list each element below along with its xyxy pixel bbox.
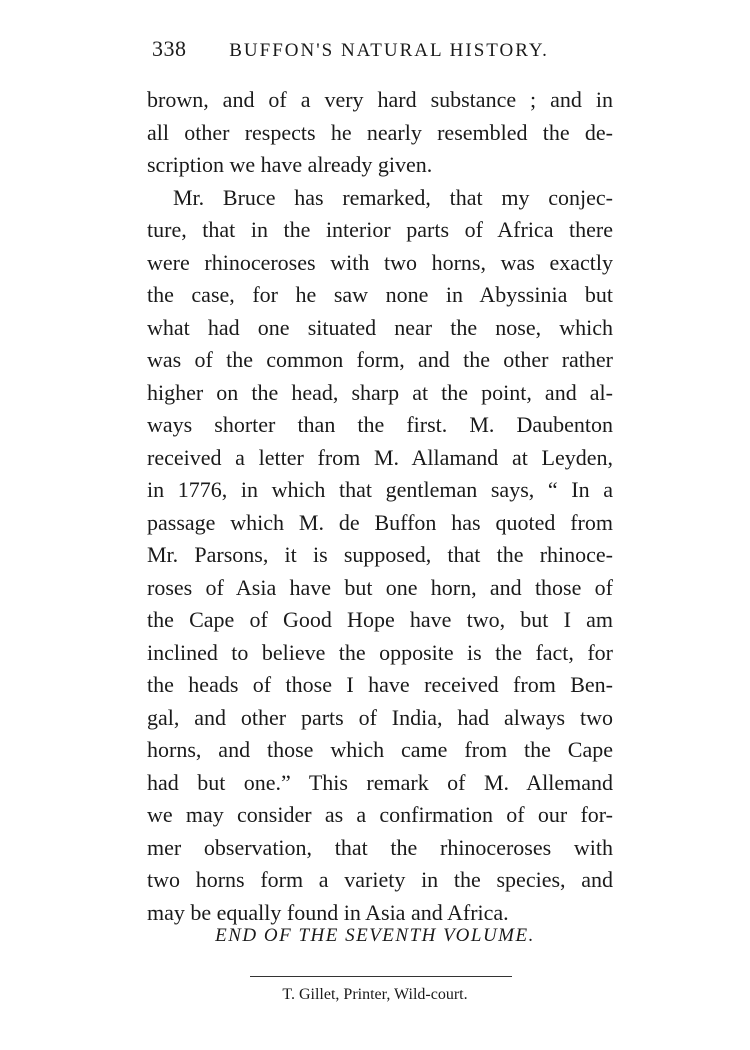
divider-rule (250, 976, 512, 977)
text-line: in 1776, in which that gentleman says, “ In a (147, 477, 613, 502)
text-line: what had one situated near the nose, which (147, 314, 613, 340)
text-line: the case, for he saw none in Abyssinia but (147, 282, 613, 307)
text-line: we may consider as a confirmation of our for- (147, 802, 613, 827)
text-line: all other respects he nearly resembled the de- (147, 119, 613, 145)
text-line: inclined to believe the opposite is the fact, for (147, 639, 613, 665)
text-line: may be equally found in Asia and Africa. (147, 899, 509, 925)
text-line: scription we have already given. (147, 152, 433, 177)
printer-imprint: T. Gillet, Printer, Wild-court. (282, 986, 468, 1003)
end-of-volume-note: END OF THE SEVENTH VOLUME. (215, 925, 535, 946)
text-line: gal, and other parts of India, had always two (147, 704, 613, 730)
text-line: horns, and those which came from the Cape (147, 737, 613, 762)
text-line: roses of Asia have but one horn, and those of (147, 574, 613, 600)
text-line: received a letter from M. Allamand at Leyden, (147, 444, 613, 470)
text-line: Mr. Parsons, it is supposed, that the rhinoce- (147, 542, 613, 567)
running-title: BUFFON'S NATURAL HISTORY. (229, 40, 549, 61)
text-line: higher on the head, sharp at the point, and al- (147, 379, 613, 405)
page-number: 338 (152, 36, 187, 61)
text-line: two horns form a variety in the species, and (147, 867, 613, 892)
text-line: passage which M. de Buffon has quoted from (147, 509, 613, 535)
text-line: ture, that in the interior parts of Africa there (147, 217, 613, 242)
text-line: brown, and of a very hard substance ; and in (147, 87, 613, 112)
text-line: mer observation, that the rhinoceroses with (147, 834, 613, 860)
text-line: the Cape of Good Hope have two, but I am (147, 607, 613, 632)
text-line: was of the common form, and the other rather (147, 347, 613, 372)
text-line: had but one.” This remark of M. Allemand (147, 769, 613, 795)
text-line: the heads of those I have received from Ben- (147, 672, 613, 697)
text-line: ways shorter than the first. M. Daubenton (147, 412, 613, 437)
running-header (152, 36, 612, 62)
text-line: Mr. Bruce has remarked, that my conjec- (173, 184, 613, 210)
text-line: were rhinoceroses with two horns, was exactly (147, 249, 613, 275)
body-text (147, 84, 613, 929)
